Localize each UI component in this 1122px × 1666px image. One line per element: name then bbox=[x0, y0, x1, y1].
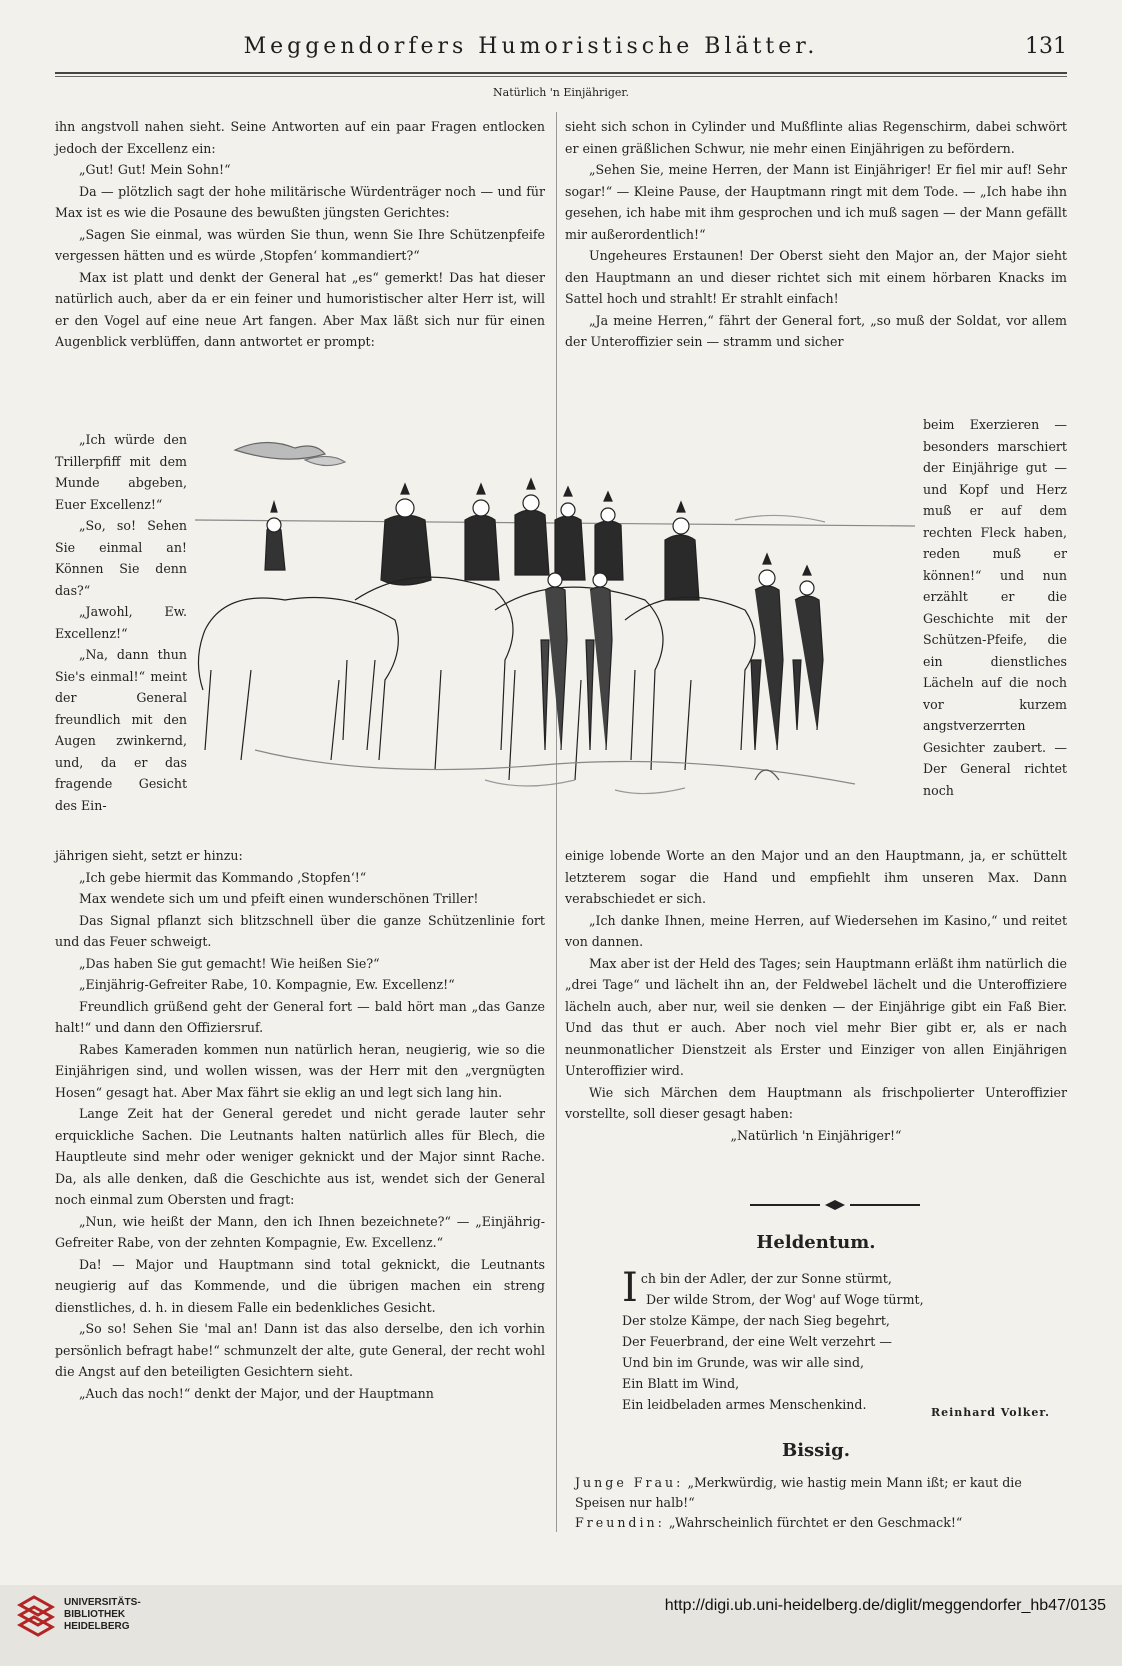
library-line: BIBLIOTHEK bbox=[64, 1609, 126, 1620]
running-header bbox=[55, 34, 1067, 74]
paragraph: Wie sich Märchen dem Hauptmann als frischpolierter Unteroffizier vorstellte, soll dieser gesagt haben: bbox=[565, 1084, 1067, 1121]
paragraph: einige lobende Worte an den Major und an den Hauptmann, ja, er schüttelt letzterem sogar die Hand und empfiehlt ihm unseren Max. Dann verabschiedet er sich. bbox=[565, 848, 1067, 906]
paragraph: „Natürlich 'n Einjähriger!“ bbox=[730, 1127, 902, 1143]
library-line: UNIVERSITÄTS- bbox=[64, 1597, 141, 1608]
drop-cap: I bbox=[622, 1265, 638, 1311]
left-column-top bbox=[55, 116, 545, 353]
bissig-dialogue bbox=[575, 1473, 1065, 1533]
section-ornament bbox=[750, 1198, 920, 1212]
paragraph: „So so! Sehen Sie 'mal an! Dann ist das also derselbe, den ich vorhin persönlich befragt habe!“ schmunzelt der alte, gute General, der recht wohl die Angst auf den beteiligten Gesichtern sieht. bbox=[55, 1321, 545, 1379]
right-wrap-text bbox=[923, 414, 1067, 801]
paragraph: „Nun, wie heißt der Mann, den ich Ihnen bezeichnete?“ — „Einjährig-Gefreiter Rabe, von der zehnten Kompagnie, Ew. Excellenz.“ bbox=[55, 1213, 545, 1250]
journal-title: Meggendorfers Humoristische Blätter. bbox=[243, 34, 819, 59]
poem-line: Der Feuerbrand, der eine Welt verzehrt — bbox=[622, 1334, 892, 1349]
poem-line: Ein Blatt im Wind, bbox=[622, 1376, 740, 1391]
poem-line: ch bin der Adler, der zur Sonne stürmt, bbox=[640, 1271, 892, 1286]
poem-line: Der wilde Strom, der Wog' auf Woge türmt, bbox=[646, 1292, 924, 1307]
poem bbox=[622, 1265, 924, 1415]
paragraph: „Ich gebe hiermit das Kommando ‚Stopfen‘!“ bbox=[79, 869, 367, 885]
library-line: HEIDELBERG bbox=[64, 1621, 130, 1632]
paragraph: Freundlich grüßend geht der General fort — bald hört man „das Ganze halt!“ und dann den Offiziersruf. bbox=[55, 998, 545, 1035]
paragraph: Max aber ist der Held des Tages; sein Hauptmann erläßt ihm natürlich die „drei Tage“ und lächelt ihn an, der Feldwebel lächelt und die Unteroffiziere lächeln auch, aber nur, weil sie denken — der Einjährige gibt ein Faß Bier. Und das thut er auch. Aber noch viel mehr Bier gibt er, als er nach neunmonatlicher Dienstzeit als Erster und Einziger von allen Einjährigen Unteroffizier wird. bbox=[565, 955, 1067, 1078]
right-column-top bbox=[565, 116, 1067, 353]
poem-author: Reinhard Volker. bbox=[930, 1406, 1050, 1419]
story-running-title: Natürlich 'n Einjähriger. bbox=[493, 86, 629, 99]
bissig-title: Bissig. bbox=[781, 1440, 850, 1461]
paragraph: „So, so! Sehen Sie einmal an! Können Sie denn das?“ bbox=[55, 518, 187, 598]
speaker-label: Freundin: bbox=[575, 1515, 665, 1530]
left-column-lower bbox=[55, 845, 545, 1404]
paragraph: Da! — Major und Hauptmann sind total geknickt, die Leutnants neugierig auf das Kommende, und die übrigen machen ein streng dienstliches, d. h. in diesem Falle ein bedenkliches Gesicht. bbox=[55, 1256, 545, 1315]
paragraph: „Ja meine Herren,“ fährt der General fort, „so muß der Soldat, vor allem der Unteroffizier sein — stramm und sicher bbox=[565, 312, 1067, 349]
paragraph: „Jawohl, Ew. Excellenz!“ bbox=[55, 604, 187, 641]
paragraph: Rabes Kameraden kommen nun natürlich heran, neugierig, wie so die Einjährigen sind, und wollen wissen, was der Herr mit den „vergnügten Hosen“ gesagt hat. Aber Max fährt sie eklig an und legt sich lang hin. bbox=[55, 1041, 545, 1100]
dialogue-line: „Merkwürdig, wie hastig mein Mann ißt; er kaut die Speisen nur halb!“ bbox=[575, 1475, 1022, 1510]
paragraph: ihn angstvoll nahen sieht. Seine Antworten auf ein paar Fragen entlocken jedoch der Excellenz ein: bbox=[55, 119, 545, 156]
paragraph: „Sehen Sie, meine Herren, der Mann ist Einjähriger! Er fiel mir auf! Sehr sogar!“ — Kleine Pause, der Hauptmann ringt mit dem Tode. — „Ich habe ihn gesehen, ich habe mit ihm gesprochen und ich muß sagen — der Mann gefällt mir außerordentlich!“ bbox=[565, 162, 1067, 242]
paragraph: „Ich würde den Trillerpfiff mit dem Munde abgeben, Euer Excellenz!“ bbox=[55, 432, 187, 512]
poem-title: Heldentum. bbox=[756, 1232, 876, 1253]
paragraph: Lange Zeit hat der General geredet und nicht gerade lauter sehr erquickliche Sachen. Die Leutnants halten natürlich alles für Blech, die Hauptleute sind mehr oder weniger geknickt und der Major sinnt Rache. Da, als alle denken, daß die Geschichte aus ist, wendet sich der General noch einmal zum Obersten und fragt: bbox=[55, 1106, 545, 1207]
footer-bar bbox=[0, 1585, 1122, 1666]
poem-line: Und bin im Grunde, was wir alle sind, bbox=[622, 1355, 865, 1370]
paragraph: „Auch das noch!“ denkt der Major, und der Hauptmann bbox=[79, 1385, 434, 1401]
page-number: 131 bbox=[1025, 34, 1067, 59]
cavalry-illustration bbox=[195, 430, 915, 840]
header-rule-thin bbox=[55, 76, 1067, 77]
paragraph: „Sagen Sie einmal, was würden Sie thun, wenn Sie Ihre Schützenpfeife vergessen hätten und es würde ‚Stopfen‘ kommandiert?“ bbox=[55, 226, 545, 263]
library-name bbox=[64, 1597, 141, 1633]
paragraph: Ungeheures Erstaunen! Der Oberst sieht den Major an, der Major sieht den Hauptmann an und dieser richtet sich mit einem hörbaren Knacks im Sattel hoch und strahlt! Er strahlt einfach! bbox=[565, 248, 1067, 306]
paragraph: beim Exerzieren — besonders marschiert der Einjährige gut — und Kopf und Herz muß er auf dem rechten Fleck haben, reden muß er können!“ und nun erzählt er die Geschichte mit der Schützen-Pfeife, die ein dienstliches Lächeln auf die noch vor kurzem angstverzerrten Gesichter zaubert. — Der General richtet noch bbox=[923, 417, 1067, 798]
library-logo-icon bbox=[16, 1595, 56, 1641]
paragraph: „Einjährig-Gefreiter Rabe, 10. Kompagnie, Ew. Excellenz!“ bbox=[79, 977, 455, 992]
header-rule bbox=[55, 72, 1067, 74]
paragraph: Max wendete sich um und pfeift einen wunderschönen Triller! bbox=[79, 891, 479, 906]
paragraph: „Das haben Sie gut gemacht! Wie heißen Sie?“ bbox=[79, 955, 380, 971]
right-column-lower bbox=[565, 845, 1067, 1146]
source-url[interactable]: http://digi.ub.uni-heidelberg.de/diglit/meggendorfer_hb47/0135 bbox=[664, 1597, 1106, 1614]
paragraph: „Gut! Gut! Mein Sohn!“ bbox=[79, 162, 231, 177]
paragraph: Das Signal pflanzt sich blitzschnell über die ganze Schützenlinie fort und das Feuer schweigt. bbox=[55, 912, 545, 949]
paragraph: jährigen sieht, setzt er hinzu: bbox=[55, 848, 243, 863]
paragraph: „Na, dann thun Sie's einmal!“ meint der General freundlich mit den Augen zwinkernd, und, da er das fragende Gesicht des Ein- bbox=[55, 647, 187, 813]
paragraph: sieht sich schon in Cylinder und Mußflinte alias Regenschirm, dabei schwört er einen gräßlichen Schwur, nie mehr einen Einjährigen zu befördern. bbox=[565, 119, 1067, 156]
paragraph: Max ist platt und denkt der General hat „es“ gemerkt! Das hat dieser natürlich auch, aber da er ein feiner und humoristischer alter Herr ist, will er den Vogel auf eine neue Art fangen. Aber Max läßt sich nur für einen Augenblick verblüffen, dann antwortet er prompt: bbox=[55, 269, 545, 349]
poem-line: Ein leidbeladen armes Menschenkind. bbox=[622, 1397, 867, 1412]
paragraph: Da — plötzlich sagt der hohe militärische Würdenträger noch — und für Max ist es wie die Posaune des bewußten jüngsten Gerichtes: bbox=[55, 183, 545, 220]
speaker-label: Junge Frau: bbox=[575, 1475, 684, 1490]
left-wrap-text bbox=[55, 429, 187, 816]
dialogue-line: „Wahrscheinlich fürchtet er den Geschmack!“ bbox=[668, 1515, 963, 1530]
poem-line: Der stolze Kämpe, der nach Sieg begehrt, bbox=[622, 1313, 890, 1328]
paragraph: „Ich danke Ihnen, meine Herren, auf Wiedersehen im Kasino,“ und reitet von dannen. bbox=[565, 912, 1067, 949]
